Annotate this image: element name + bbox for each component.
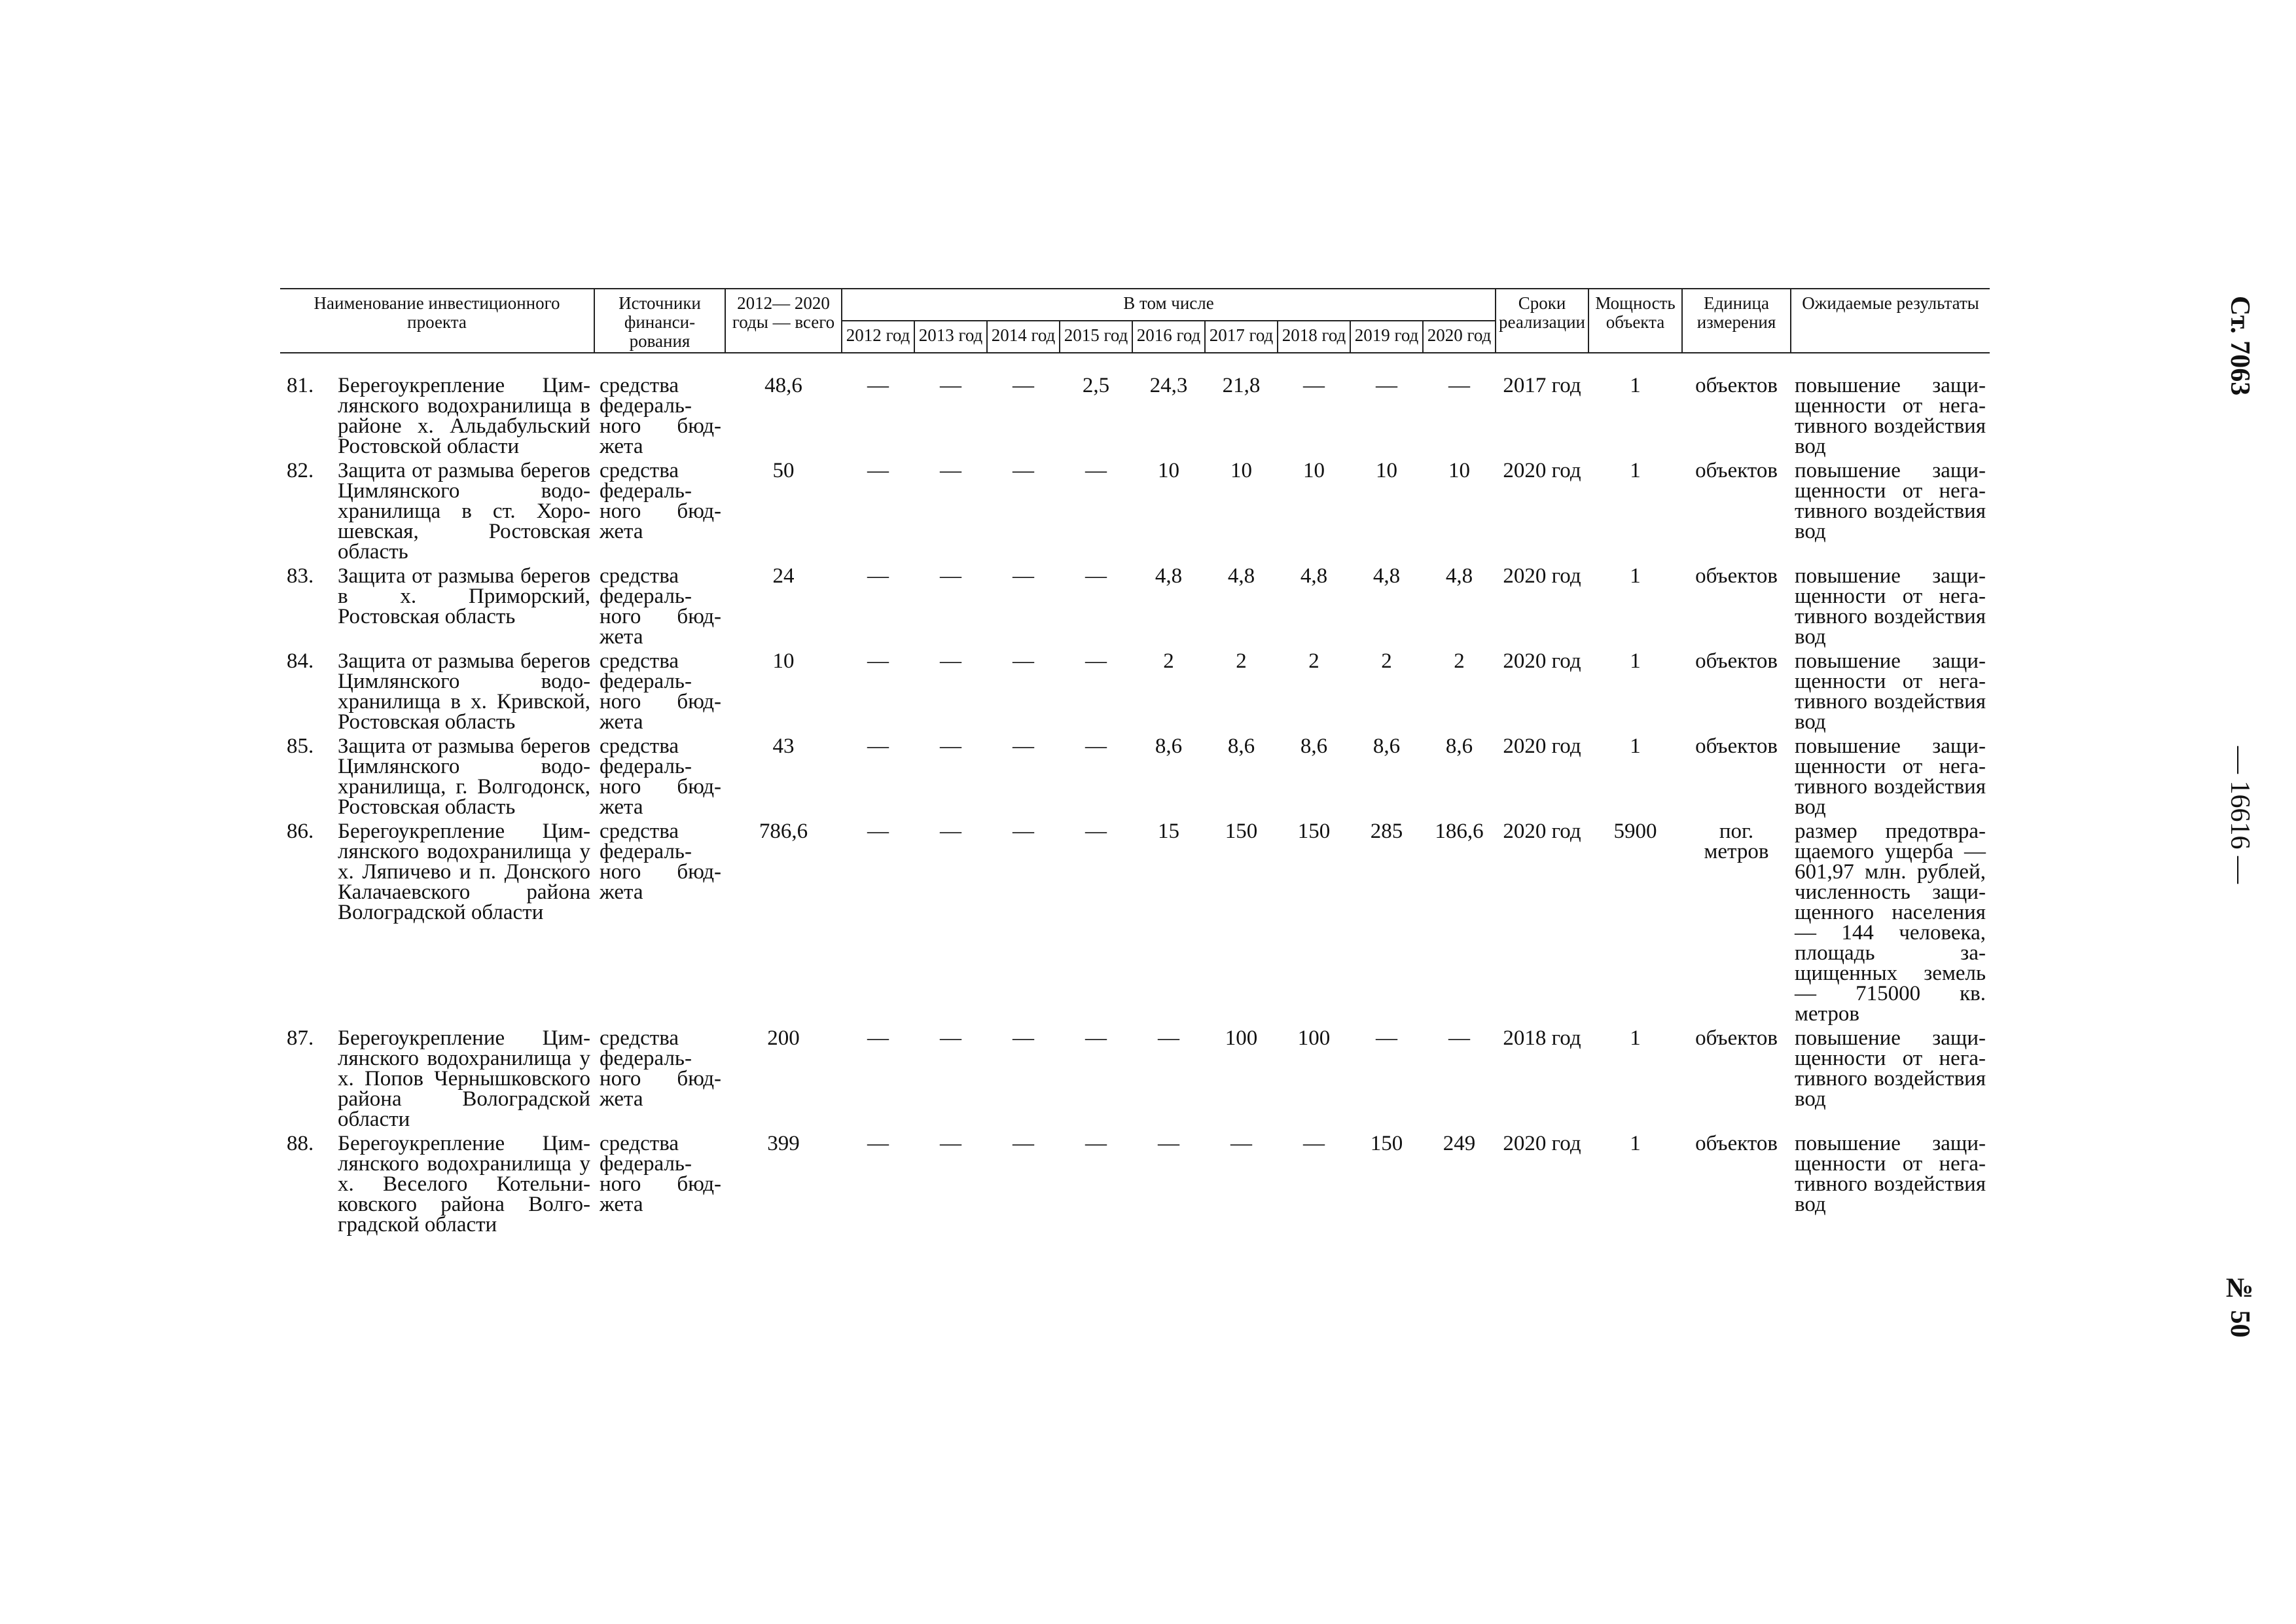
measure-unit: объектов (1695, 564, 1778, 588)
total-amount: 43 (772, 734, 795, 758)
funding-source: средства федерального бюджета (600, 820, 721, 904)
year-value: 2 (1381, 649, 1392, 673)
total-amount: 48,6 (764, 374, 802, 397)
year-value: 2,5 (1082, 374, 1110, 397)
table-row (280, 651, 1990, 736)
page-number: — 16616 — (2225, 746, 2255, 884)
expected-result: повышение защищенности от негативного воздействия вод (1795, 374, 1986, 458)
year-value: 4,8 (1445, 564, 1473, 588)
year-value: — (940, 649, 961, 673)
year-value: — (867, 1132, 889, 1155)
year-value: — (1085, 649, 1107, 673)
year-value: 8,6 (1445, 734, 1473, 758)
year-value: — (1085, 820, 1107, 843)
implementation-period: 2020 год (1503, 734, 1581, 758)
implementation-period: 2020 год (1503, 1132, 1581, 1155)
expected-result: повышение защищенности от негативного воздействия вод (1795, 1132, 1986, 1216)
year-value: — (1013, 374, 1034, 397)
row-number: 85. (287, 734, 314, 758)
project-name: Защита от размыва берегов в х. Приморский, Ростовская область (338, 564, 590, 628)
table-row (280, 461, 1990, 566)
year-value: 10 (1230, 459, 1252, 482)
year-value: — (1085, 564, 1107, 588)
table-row (280, 736, 1990, 821)
project-name: Берегоукрепление Цимлянского водохранилища в районе х. Альдабульский Ростовской области (338, 374, 590, 458)
year-value: — (940, 374, 961, 397)
year-value: — (940, 459, 961, 482)
header-year-6: 2018 год (1278, 321, 1350, 353)
year-value: 249 (1443, 1132, 1476, 1155)
measure-unit: объектов (1695, 649, 1778, 673)
expected-result: повышение защищенности от негативного воздействия вод (1795, 734, 1986, 819)
header-year-3: 2015 год (1060, 321, 1132, 353)
row-number: 81. (287, 374, 314, 397)
year-value: — (1376, 1026, 1397, 1050)
year-value: — (867, 820, 889, 843)
header-unit: Единица измерения (1682, 289, 1791, 353)
project-name: Защита от размыва берегов Цимлянского водохранилища в х. Кривской, Ростовская область (338, 649, 590, 734)
year-value: — (867, 459, 889, 482)
capacity-value: 1 (1630, 1026, 1641, 1050)
implementation-period: 2020 год (1503, 459, 1581, 482)
header-year-1: 2013 год (914, 321, 987, 353)
year-value: 10 (1448, 459, 1470, 482)
year-value: — (940, 1132, 961, 1155)
funding-source: средства федерального бюджета (600, 649, 721, 734)
measure-unit: пог. метров (1704, 820, 1769, 863)
funding-source: средства федерального бюджета (600, 459, 721, 543)
year-value: 21,8 (1222, 374, 1261, 397)
year-value: — (1013, 820, 1034, 843)
table-body (280, 353, 1990, 1239)
funding-source: средства федерального бюджета (600, 1026, 721, 1111)
issue-number: № 50 (2225, 1273, 2255, 1338)
table-row (280, 821, 1990, 1028)
year-value: — (940, 1026, 961, 1050)
year-value: — (1085, 459, 1107, 482)
year-value: — (1013, 564, 1034, 588)
table-row (280, 1134, 1990, 1239)
table-header (280, 289, 1990, 353)
header-project-name: Наименование инвестиционного проекта (280, 289, 594, 353)
year-value: 2 (1454, 649, 1465, 673)
year-value: — (940, 564, 961, 588)
implementation-period: 2020 год (1503, 564, 1581, 588)
year-value: 4,8 (1155, 564, 1183, 588)
project-name: Защита от размыва берегов Цимлянского водохранилища, г. Волгодонск, Ростовская область (338, 734, 590, 819)
year-value: — (1085, 1026, 1107, 1050)
total-amount: 24 (772, 564, 795, 588)
row-number: 86. (287, 820, 314, 843)
row-number: 83. (287, 564, 314, 588)
year-value: — (867, 1026, 889, 1050)
header-year-7: 2019 год (1350, 321, 1423, 353)
capacity-value: 5900 (1613, 820, 1657, 843)
year-value: 150 (1370, 1132, 1403, 1155)
year-value: 10 (1303, 459, 1325, 482)
year-value: — (867, 649, 889, 673)
expected-result: повышение защищенности от негативного воздействия вод (1795, 649, 1986, 734)
funding-source: средства федерального бюджета (600, 374, 721, 458)
year-value: — (867, 374, 889, 397)
header-capacity: Мощность объекта (1588, 289, 1682, 353)
implementation-period: 2020 год (1503, 649, 1581, 673)
capacity-value: 1 (1630, 374, 1641, 397)
year-value: 24,3 (1149, 374, 1188, 397)
header-year-4: 2016 год (1132, 321, 1205, 353)
implementation-period: 2018 год (1503, 1026, 1581, 1050)
year-value: 2 (1163, 649, 1174, 673)
implementation-period: 2020 год (1503, 820, 1581, 843)
year-value: 150 (1225, 820, 1258, 843)
total-amount: 786,6 (759, 820, 808, 843)
capacity-value: 1 (1630, 564, 1641, 588)
row-number: 84. (287, 649, 314, 673)
measure-unit: объектов (1695, 459, 1778, 482)
implementation-period: 2017 год (1503, 374, 1581, 397)
year-value: — (940, 734, 961, 758)
row-number: 82. (287, 459, 314, 482)
year-value: — (1013, 459, 1034, 482)
year-value: 8,6 (1227, 734, 1255, 758)
capacity-value: 1 (1630, 459, 1641, 482)
capacity-value: 1 (1630, 734, 1641, 758)
capacity-value: 1 (1630, 649, 1641, 673)
total-amount: 50 (772, 459, 795, 482)
page-reference: Ст. 7063 (2225, 296, 2255, 396)
header-total: 2012— 2020 годы — всего (725, 289, 842, 353)
year-value: 4,8 (1300, 564, 1328, 588)
year-value: 100 (1225, 1026, 1258, 1050)
expected-result: повышение защищенности от негативного воздействия вод (1795, 459, 1986, 543)
year-value: 8,6 (1300, 734, 1328, 758)
funding-source: средства федерального бюджета (600, 734, 721, 819)
year-value: — (940, 820, 961, 843)
year-value: — (1085, 1132, 1107, 1155)
year-value: 186,6 (1435, 820, 1484, 843)
header-year-2: 2014 год (987, 321, 1060, 353)
project-name: Берегоукрепление Цимлянского водохранилища у х. Веселого Котельниковского района Волгоградской области (338, 1132, 590, 1236)
table-row (280, 566, 1990, 651)
year-value: 8,6 (1155, 734, 1183, 758)
funding-source: средства федерального бюджета (600, 1132, 721, 1216)
measure-unit: объектов (1695, 374, 1778, 397)
year-value: — (1448, 1026, 1470, 1050)
expected-result: размер предотвращаемого ущерба — 601,97 млн. рублей, численность защищенного населения — 144 человека, площадь защищенных земель — 715000 кв. метров (1795, 820, 1986, 1026)
header-period: Сроки реализации (1496, 289, 1588, 353)
year-value: 10 (1158, 459, 1179, 482)
table-row (280, 353, 1990, 461)
year-value: — (1303, 1132, 1325, 1155)
expected-result: повышение защищенности от негативного воздействия вод (1795, 564, 1986, 649)
capacity-value: 1 (1630, 1132, 1641, 1155)
year-value: — (1158, 1026, 1179, 1050)
measure-unit: объектов (1695, 734, 1778, 758)
year-value: 15 (1158, 820, 1179, 843)
total-amount: 399 (767, 1132, 800, 1155)
year-value: 8,6 (1372, 734, 1401, 758)
header-year-8: 2020 год (1423, 321, 1496, 353)
project-name: Берегоукрепление Цимлянского водохранилища у х. Попов Чернышковского района Волоградской области (338, 1026, 590, 1131)
year-value: — (867, 734, 889, 758)
expected-result: повышение защищенности от негативного воздействия вод (1795, 1026, 1986, 1111)
year-value: — (867, 564, 889, 588)
header-year-0: 2012 год (842, 321, 914, 353)
year-value: 285 (1370, 820, 1403, 843)
year-value: 10 (1376, 459, 1397, 482)
measure-unit: объектов (1695, 1132, 1778, 1155)
header-expected-results: Ожидаемые результаты (1791, 289, 1990, 353)
table-row (280, 1028, 1990, 1134)
measure-unit: объектов (1695, 1026, 1778, 1050)
funding-source: средства федерального бюджета (600, 564, 721, 649)
total-amount: 10 (772, 649, 795, 673)
year-value: — (1013, 1132, 1034, 1155)
year-value: 4,8 (1227, 564, 1255, 588)
year-value: — (1085, 734, 1107, 758)
year-value: 4,8 (1372, 564, 1401, 588)
total-amount: 200 (767, 1026, 800, 1050)
year-value: — (1230, 1132, 1252, 1155)
year-value: 2 (1236, 649, 1247, 673)
year-value: — (1013, 1026, 1034, 1050)
row-number: 88. (287, 1132, 314, 1155)
year-value: — (1013, 734, 1034, 758)
year-value: — (1013, 649, 1034, 673)
row-number: 87. (287, 1026, 314, 1050)
year-value: — (1303, 374, 1325, 397)
year-value: — (1158, 1132, 1179, 1155)
year-value: — (1448, 374, 1470, 397)
project-name: Берегоукрепление Цимлянского водохранилища у х. Ляпичево и п. Донского Калачаевского района Волоградской области (338, 820, 590, 924)
header-funding-sources: Источники финансирования (594, 289, 725, 353)
year-value: 150 (1297, 820, 1331, 843)
project-name: Защита от размыва берегов Цимлянского водохранилища в ст. Хорошевская, Ростовская область (338, 459, 590, 564)
year-value: 100 (1297, 1026, 1331, 1050)
year-value: 2 (1308, 649, 1319, 673)
header-including: В том числе (842, 289, 1496, 321)
investment-projects-table (280, 288, 1990, 1239)
header-year-5: 2017 год (1205, 321, 1278, 353)
year-value: — (1376, 374, 1397, 397)
